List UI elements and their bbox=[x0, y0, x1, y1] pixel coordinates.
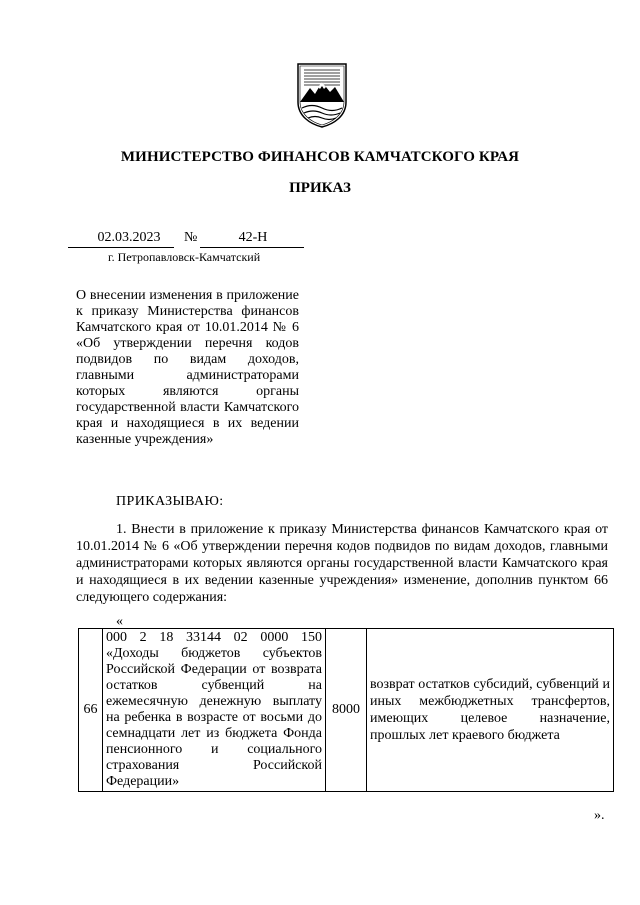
order-subject: О внесении изменения в приложение к приказу Министерства финансов Камчатского края от 10.01.2014 № 6 «Об утверждении перечня кодов подвидов по видам доходов, главными администраторами которых являются органы государственной власти Камчатского края и находящиеся в их ведении казенные учреждения» bbox=[76, 288, 299, 447]
city-name: г. Петропавловск-Камчатский bbox=[108, 250, 261, 264]
description-cell: возврат остатков субсидий, субвенций и иных межбюджетных трансфертов, имеющих целевое назначение, прошлых лет краевого бюджета bbox=[367, 629, 614, 792]
order-date: 02.03.2023 bbox=[97, 230, 161, 245]
document-type-title: ПРИКАЗ bbox=[289, 180, 351, 196]
row-number-cell: 66 bbox=[79, 629, 103, 792]
quote-open: « bbox=[116, 614, 123, 629]
date-underline bbox=[68, 247, 174, 248]
kamchatka-coat-of-arms-icon bbox=[296, 62, 348, 128]
number-underline bbox=[200, 247, 304, 248]
amendment-table bbox=[78, 628, 614, 792]
ministry-title: МИНИСТЕРСТВО ФИНАНСОВ КАМЧАТСКОГО КРАЯ bbox=[120, 149, 520, 165]
order-number: 42-Н bbox=[238, 230, 268, 245]
item-1-text: 1. Внести в приложение к приказу Министерства финансов Камчатского края от 10.01.2014 № 6 «Об утверждении перечня кодов подвидов по видам доходов, главными администраторами которых являются органы государственной власти Камчатского края и находящиеся в их ведении казенные учреждения» изменение, дополнив пунктом 66 следующего содержания: bbox=[76, 522, 608, 605]
table-row bbox=[79, 629, 614, 792]
decree-word: ПРИКАЗЫВАЮ: bbox=[116, 494, 224, 509]
subcode-cell: 8000 bbox=[326, 629, 367, 792]
number-sign: № bbox=[184, 230, 198, 245]
quote-close: ». bbox=[594, 808, 605, 823]
income-code-text: 000 2 18 33144 02 0000 150 «Доходы бюджетов субъектов Российской Федерации от возврата остатков субвенций на ежемесячную денежную выплату на ребенка в возрасте от восьми до семнадцати лет из бюджета Фонда пенсионного и социального страхования Российской Федерации» bbox=[106, 630, 322, 789]
income-code-cell bbox=[103, 629, 326, 792]
